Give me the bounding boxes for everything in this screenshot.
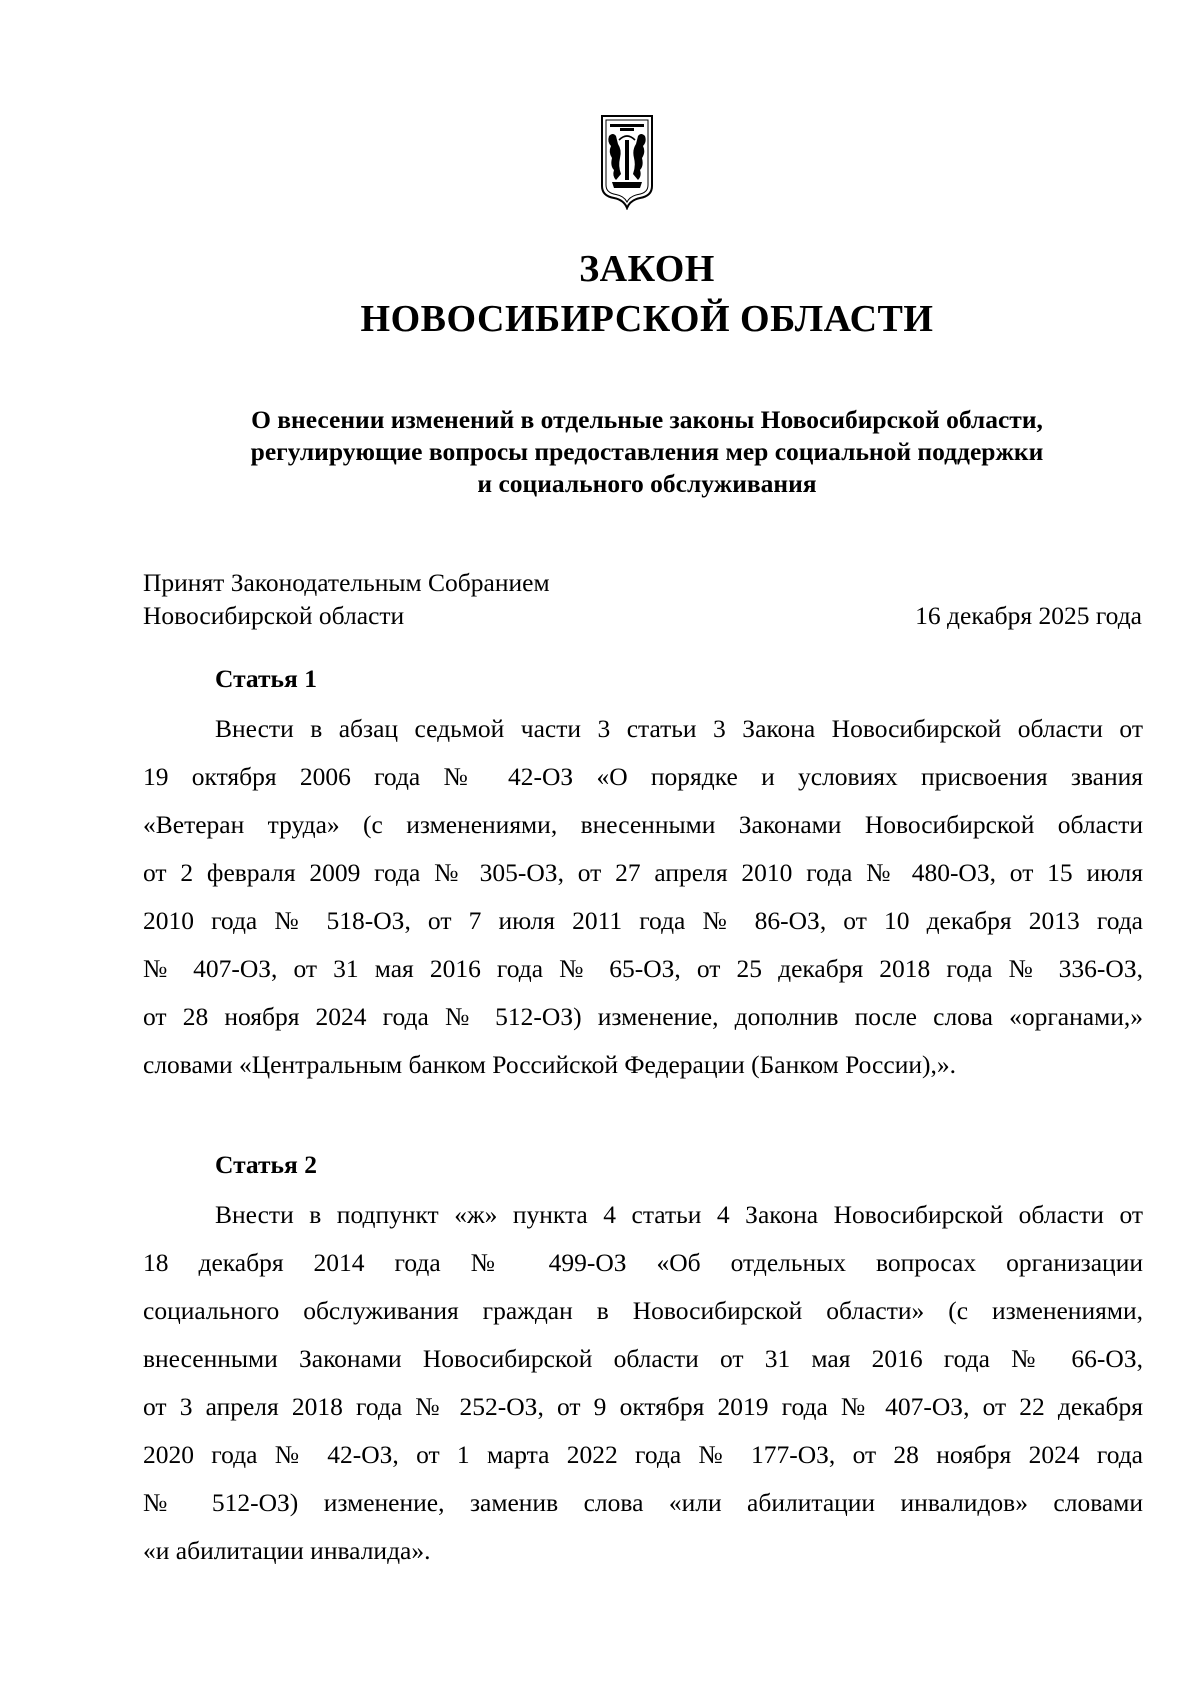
coat-of-arms-icon [600, 114, 654, 210]
article-2-line: социального обслуживания граждан в Новосибирской области» (с изменениями, [143, 1296, 1143, 1325]
law-title-line-2: НОВОСИБИРСКОЙ ОБЛАСТИ [360, 298, 934, 340]
article-2-line: 2020 года № 42-ОЗ, от 1 марта 2022 года № 177-ОЗ, от 28 ноября 2024 года [143, 1440, 1143, 1469]
law-subject-line-2: регулирующие вопросы предоставления мер социальной поддержки [250, 437, 1044, 466]
law-title-line-1: ЗАКОН [579, 248, 715, 290]
article-1-line: от 28 ноября 2024 года № 512-ОЗ) изменение, дополнив после слова «органами,» [143, 1002, 1143, 1031]
adoption-line-1: Принят Законодательным Собранием [143, 568, 550, 597]
article-2-line: «и абилитации инвалида». [143, 1536, 431, 1565]
article-1-heading: Статья 1 [215, 664, 317, 693]
article-1-line: 19 октября 2006 года № 42-ОЗ «О порядке и условиях присвоения звания [143, 762, 1143, 791]
article-1-line: «Ветеран труда» (с изменениями, внесенными Законами Новосибирской области [143, 810, 1143, 839]
article-2-line: Внести в подпункт «ж» пункта 4 статьи 4 Закона Новосибирской области от [215, 1200, 1143, 1229]
law-subject-line-3: и социального обслуживания [477, 469, 817, 498]
article-1-line: № 407-ОЗ, от 31 мая 2016 года № 65-ОЗ, от 25 декабря 2018 года № 336-ОЗ, [143, 954, 1143, 983]
article-1-line: от 2 февраля 2009 года № 305-ОЗ, от 27 апреля 2010 года № 480-ОЗ, от 15 июля [143, 858, 1143, 887]
article-2-line: от 3 апреля 2018 года № 252-ОЗ, от 9 октября 2019 года № 407-ОЗ, от 22 декабря [143, 1392, 1143, 1421]
article-2-heading: Статья 2 [215, 1150, 317, 1179]
article-1-line: Внести в абзац седьмой части 3 статьи 3 Закона Новосибирской области от [215, 714, 1143, 743]
article-2-line: № 512-ОЗ) изменение, заменив слова «или абилитации инвалидов» словами [143, 1488, 1143, 1517]
article-2-line: 18 декабря 2014 года № 499-ОЗ «Об отдельных вопросах организации [143, 1248, 1143, 1277]
article-2-line: внесенными Законами Новосибирской области от 31 мая 2016 года № 66-ОЗ, [143, 1344, 1143, 1373]
article-1-line: словами «Центральным банком Российской Федерации (Банком России),». [143, 1050, 956, 1079]
adoption-date: 16 декабря 2025 года [915, 601, 1142, 630]
law-subject-line-1: О внесении изменений в отдельные законы Новосибирской области, [251, 405, 1043, 434]
article-1-line: 2010 года № 518-ОЗ, от 7 июля 2011 года № 86-ОЗ, от 10 декабря 2013 года [143, 906, 1143, 935]
adoption-line-2: Новосибирской области [143, 601, 405, 630]
